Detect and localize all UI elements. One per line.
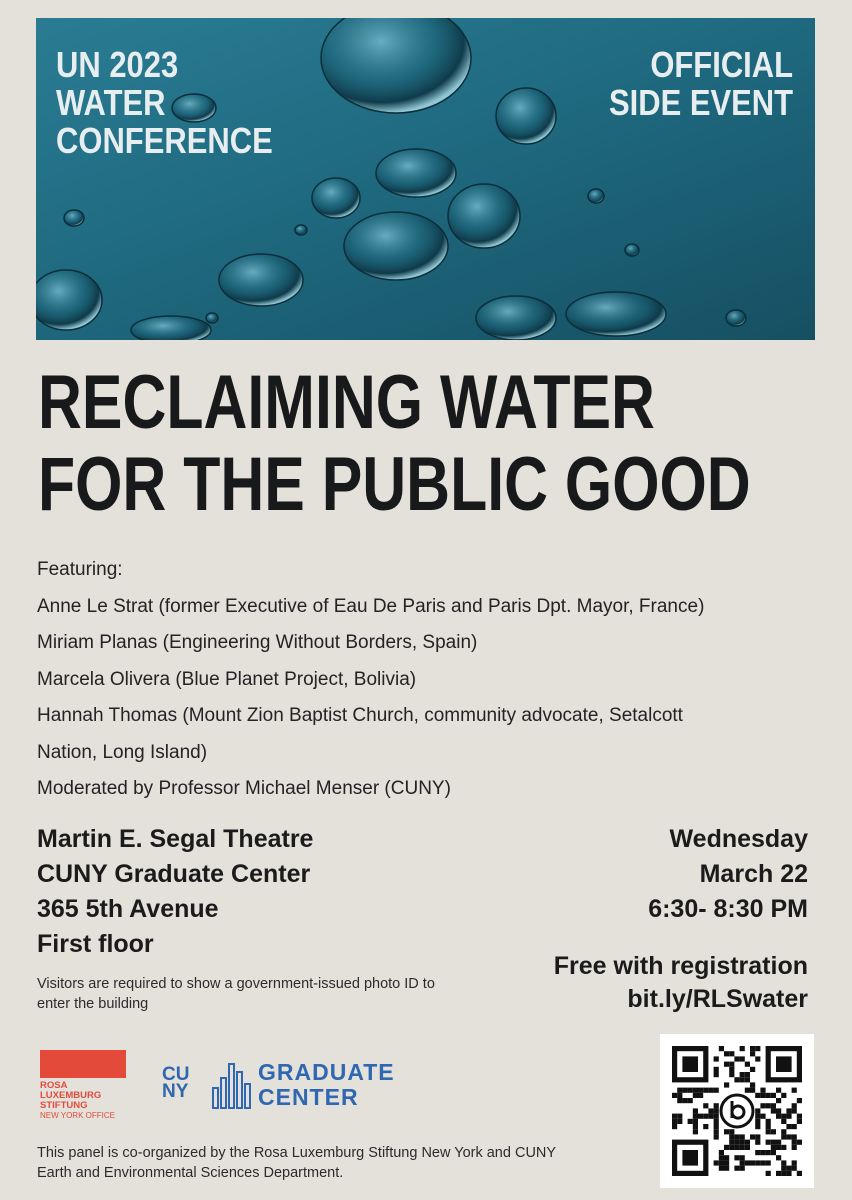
- venue-line: First floor: [37, 930, 154, 958]
- registration-link[interactable]: bit.ly/RLSwater: [627, 985, 808, 1013]
- rls-red-bar: [40, 1050, 126, 1078]
- moderator-line: Moderated by Professor Michael Menser (CUNY): [37, 778, 451, 799]
- speaker-line: Miriam Planas (Engineering Without Borders, Spain): [37, 632, 478, 653]
- speaker-line: Marcela Olivera (Blue Planet Project, Bolivia): [37, 668, 417, 690]
- conference-line: UN 2023: [56, 44, 179, 85]
- registration-qr-code[interactable]: [660, 1034, 814, 1188]
- event-date: March 22: [699, 860, 808, 888]
- event-title: [38, 362, 751, 526]
- cuny-graduate-center-logo: [162, 1058, 402, 1114]
- event-schedule: [648, 822, 808, 927]
- venue-line: Martin E. Segal Theatre: [37, 825, 314, 853]
- cuny-mark: [162, 1066, 189, 1100]
- venue-address: [37, 822, 313, 962]
- event-status-line: OFFICIAL: [650, 44, 793, 85]
- registration-info: [554, 950, 808, 1016]
- venue-line: 365 5th Avenue: [37, 895, 219, 923]
- rls-office-label: NEW YORK OFFICE: [40, 1111, 115, 1120]
- rls-wordmark-line: ROSA: [40, 1080, 68, 1091]
- building-bars-icon: [212, 1060, 254, 1110]
- title-line: FOR THE PUBLIC GOOD: [38, 442, 751, 527]
- registration-text: Free with registration: [553, 952, 808, 980]
- event-time: 6:30- 8:30 PM: [648, 895, 808, 923]
- rls-wordmark-line: STIFTUNG: [40, 1100, 88, 1111]
- rls-wordmark: [40, 1081, 130, 1111]
- speaker-line: Nation, Long Island): [37, 741, 208, 763]
- hero-banner: [36, 18, 815, 340]
- speaker-line: Hannah Thomas (Mount Zion Baptist Church, community advocate, Setalcott: [37, 705, 683, 726]
- title-line: RECLAIMING WATER: [38, 360, 655, 445]
- co-organizer-note: This panel is co-organized by the Rosa Luxemburg Stiftung New York and CUNY Earth and Environmental Sciences Department.: [37, 1145, 556, 1181]
- qr-code-icon: [660, 1034, 814, 1188]
- event-status-line: SIDE EVENT: [608, 82, 793, 123]
- cuny-mark-line: NY: [162, 1081, 189, 1102]
- rls-wordmark-line: LUXEMBURG: [40, 1090, 102, 1101]
- conference-line: CONFERENCE: [56, 120, 273, 161]
- conference-line: WATER: [56, 82, 166, 123]
- conference-name: [56, 46, 273, 160]
- rosa-luxemburg-logo: [40, 1050, 130, 1120]
- event-day: Wednesday: [669, 825, 808, 853]
- graduate-center-wordmark: [258, 1060, 395, 1110]
- gc-wordmark-line: GRADUATE: [258, 1059, 395, 1085]
- id-requirement-note: Visitors are required to show a government-issued photo ID to enter the building: [37, 976, 435, 1012]
- speakers-list: [37, 552, 827, 808]
- cuny-mark-line: CU: [162, 1064, 190, 1085]
- venue-line: CUNY Graduate Center: [37, 860, 311, 888]
- speaker-line: Anne Le Strat (former Executive of Eau De Paris and Paris Dpt. Mayor, France): [37, 595, 705, 617]
- gc-wordmark-line: CENTER: [258, 1084, 359, 1110]
- event-status: [609, 46, 793, 122]
- featuring-heading: Featuring:: [37, 559, 123, 580]
